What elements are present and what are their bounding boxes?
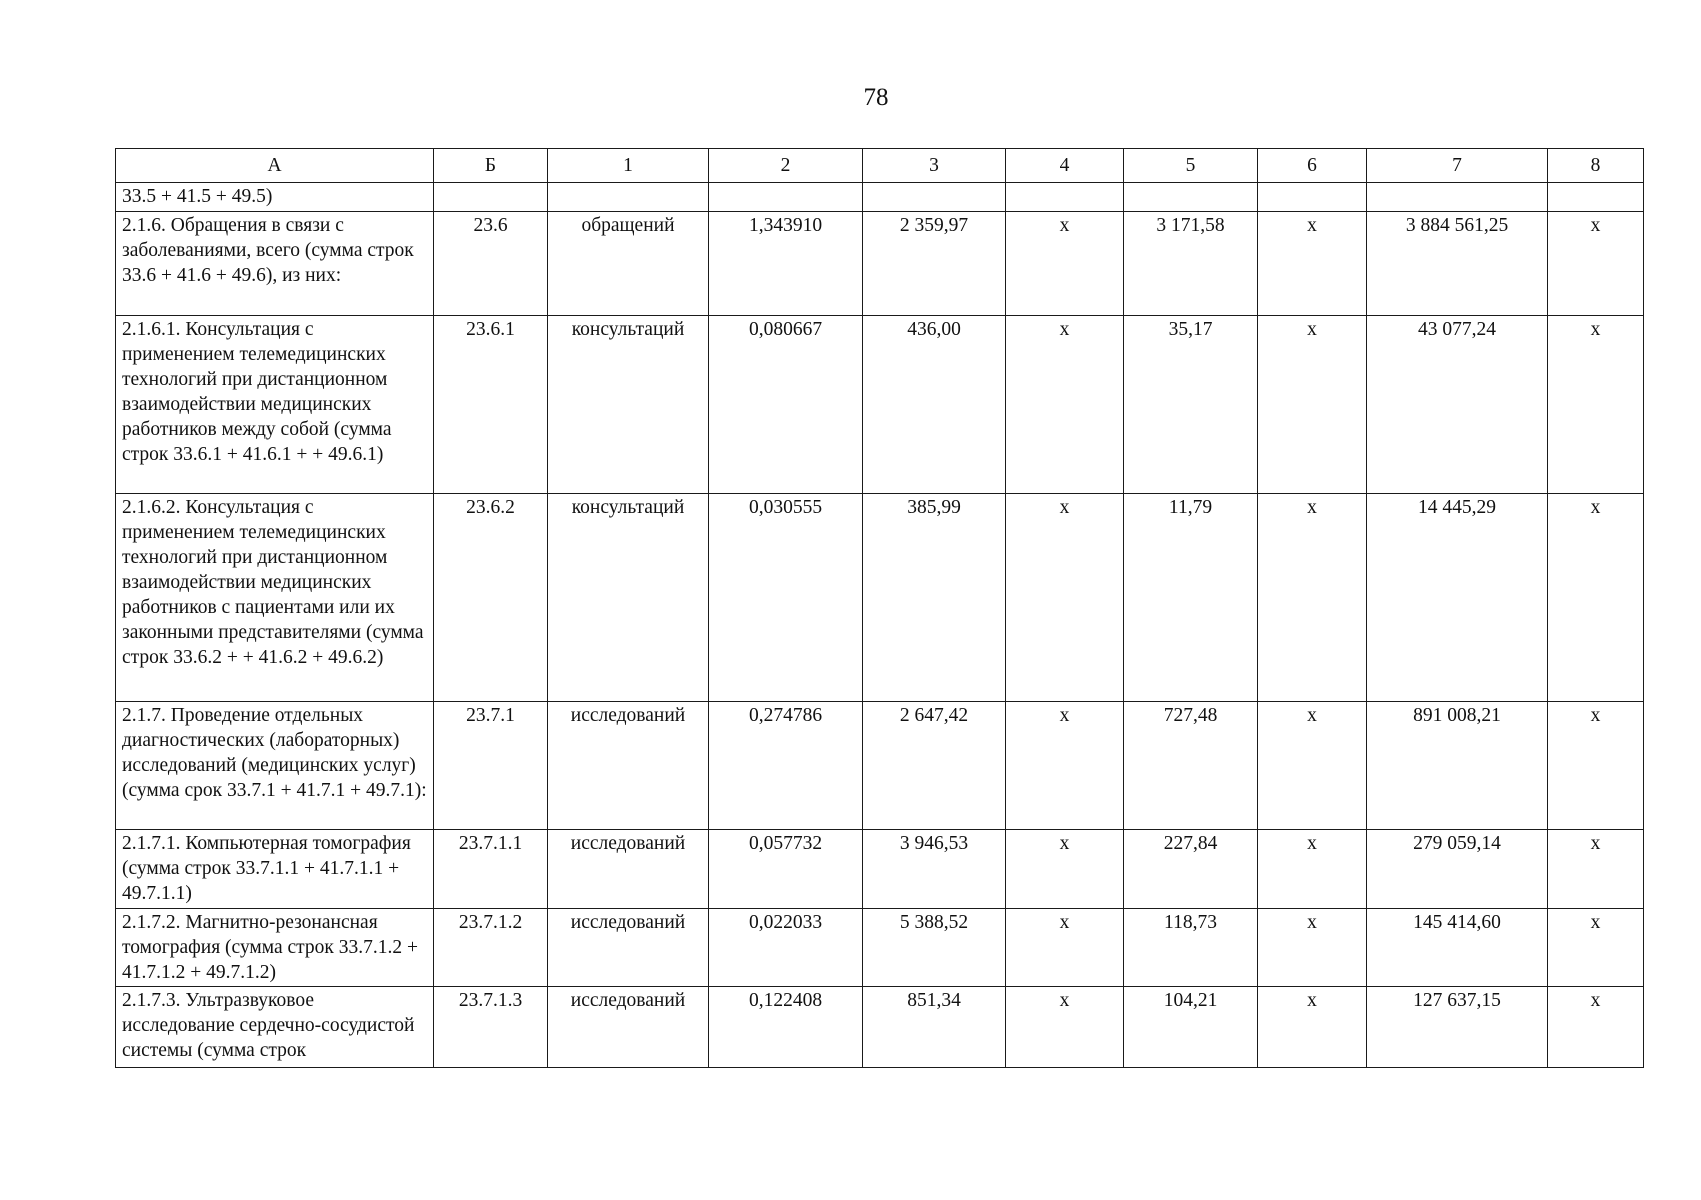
column-header: 7 (1367, 149, 1548, 183)
table-cell: х (1006, 830, 1124, 909)
table-cell: х (1258, 494, 1367, 702)
table-cell: 891 008,21 (1367, 702, 1548, 830)
table-cell: х (1258, 702, 1367, 830)
table-cell: 23.6.1 (434, 316, 548, 494)
table-cell: 2 359,97 (863, 212, 1006, 316)
table-cell: х (1548, 830, 1644, 909)
table-cell: 0,274786 (709, 702, 863, 830)
column-header: 4 (1006, 149, 1124, 183)
table-cell: 5 388,52 (863, 909, 1006, 987)
table-cell: 23.7.1.3 (434, 987, 548, 1068)
table-cell: х (1258, 909, 1367, 987)
table-cell: консультаций (548, 316, 709, 494)
table-cell: 3 171,58 (1124, 212, 1258, 316)
table-cell: 104,21 (1124, 987, 1258, 1068)
table-cell: х (1548, 702, 1644, 830)
table-cell: х (1006, 987, 1124, 1068)
table-cell: консультаций (548, 494, 709, 702)
table-cell: х (1006, 212, 1124, 316)
table-cell: 436,00 (863, 316, 1006, 494)
table-cell: 2.1.7.2. Магнитно-резонансная томография (сумма строк 33.7.1.2 + 41.7.1.2 + 49.7.1.2) (116, 909, 434, 987)
table-cell: 3 884 561,25 (1367, 212, 1548, 316)
page-number: 78 (863, 84, 889, 111)
column-header: А (116, 149, 434, 183)
table-cell: 385,99 (863, 494, 1006, 702)
table-cell: 727,48 (1124, 702, 1258, 830)
table-cell: х (1258, 987, 1367, 1068)
table-cell: х (1548, 316, 1644, 494)
table-header-row (116, 149, 1644, 183)
table-cell: исследований (548, 987, 709, 1068)
column-header: 3 (863, 149, 1006, 183)
table-cell: 11,79 (1124, 494, 1258, 702)
table-cell: 35,17 (1124, 316, 1258, 494)
table-cell: обращений (548, 212, 709, 316)
table-row (116, 494, 1644, 702)
table-cell: 127 637,15 (1367, 987, 1548, 1068)
table-cell (1006, 183, 1124, 212)
table-cell: 2.1.6.1. Консультация с применением телемедицинских технологий при дистанционном взаимодействии медицинских работников между собой (сумма строк 33.6.1 + 41.6.1 + + 49.6.1) (116, 316, 434, 494)
column-header: 2 (709, 149, 863, 183)
table-cell: 851,34 (863, 987, 1006, 1068)
column-header: Б (434, 149, 548, 183)
table-cell: 2.1.7. Проведение отдельных диагностических (лабораторных) исследований (медицинских услуг) (сумма срок 33.7.1 + 41.7.1 + 49.7.1): (116, 702, 434, 830)
table-cell: х (1006, 702, 1124, 830)
table-cell: 33.5 + 41.5 + 49.5) (116, 183, 434, 212)
table-row (116, 212, 1644, 316)
table-cell: 23.6 (434, 212, 548, 316)
table-cell (709, 183, 863, 212)
table-cell (863, 183, 1006, 212)
table-cell: 14 445,29 (1367, 494, 1548, 702)
table-cell (1124, 183, 1258, 212)
table-cell: 227,84 (1124, 830, 1258, 909)
table-cell: 3 946,53 (863, 830, 1006, 909)
table-cell: 23.6.2 (434, 494, 548, 702)
column-header: 5 (1124, 149, 1258, 183)
table-cell: х (1006, 316, 1124, 494)
table-cell: 2.1.7.3. Ультразвуковое исследование сердечно-сосудистой системы (сумма строк (116, 987, 434, 1068)
table-cell: 0,030555 (709, 494, 863, 702)
table-cell (1258, 183, 1367, 212)
table-cell: 0,122408 (709, 987, 863, 1068)
table-cell: 2.1.7.1. Компьютерная томография (сумма строк 33.7.1.1 + 41.7.1.1 + 49.7.1.1) (116, 830, 434, 909)
table-cell: х (1548, 909, 1644, 987)
table-cell: х (1258, 830, 1367, 909)
table-cell: 23.7.1.1 (434, 830, 548, 909)
table-cell: х (1258, 316, 1367, 494)
table-cell: исследований (548, 909, 709, 987)
table-cell: х (1006, 494, 1124, 702)
table-cell: исследований (548, 830, 709, 909)
table-cell (548, 183, 709, 212)
table-cell (434, 183, 548, 212)
table-row (116, 909, 1644, 987)
table-cell: 0,022033 (709, 909, 863, 987)
column-header: 6 (1258, 149, 1367, 183)
data-table (115, 148, 1644, 1068)
table-row (116, 702, 1644, 830)
table-cell: 2.1.6. Обращения в связи с заболеваниями, всего (сумма строк 33.6 + 41.6 + 49.6), из них: (116, 212, 434, 316)
table-cell: 279 059,14 (1367, 830, 1548, 909)
column-header: 8 (1548, 149, 1644, 183)
table-cell: 0,057732 (709, 830, 863, 909)
table-cell: 23.7.1 (434, 702, 548, 830)
table-cell: 2.1.6.2. Консультация с применением телемедицинских технологий при дистанционном взаимодействии медицинских работников с пациентами или их законными представителями (сумма строк 33.6.2 + + 41.6.2 + 49.6.2) (116, 494, 434, 702)
table-cell: х (1258, 212, 1367, 316)
column-header: 1 (548, 149, 709, 183)
table-cell: 2 647,42 (863, 702, 1006, 830)
table-cell: 118,73 (1124, 909, 1258, 987)
table-cell: 145 414,60 (1367, 909, 1548, 987)
table-cell: 0,080667 (709, 316, 863, 494)
table-cell: х (1548, 494, 1644, 702)
table-cell: исследований (548, 702, 709, 830)
table-cell (1548, 183, 1644, 212)
table-cell: х (1548, 212, 1644, 316)
table-cell: х (1548, 987, 1644, 1068)
table-cell (1367, 183, 1548, 212)
table-row (116, 183, 1644, 212)
table-cell: х (1006, 909, 1124, 987)
table-row (116, 316, 1644, 494)
table-cell: 23.7.1.2 (434, 909, 548, 987)
table-cell: 1,343910 (709, 212, 863, 316)
table-cell: 43 077,24 (1367, 316, 1548, 494)
table-row (116, 830, 1644, 909)
table-row (116, 987, 1644, 1068)
